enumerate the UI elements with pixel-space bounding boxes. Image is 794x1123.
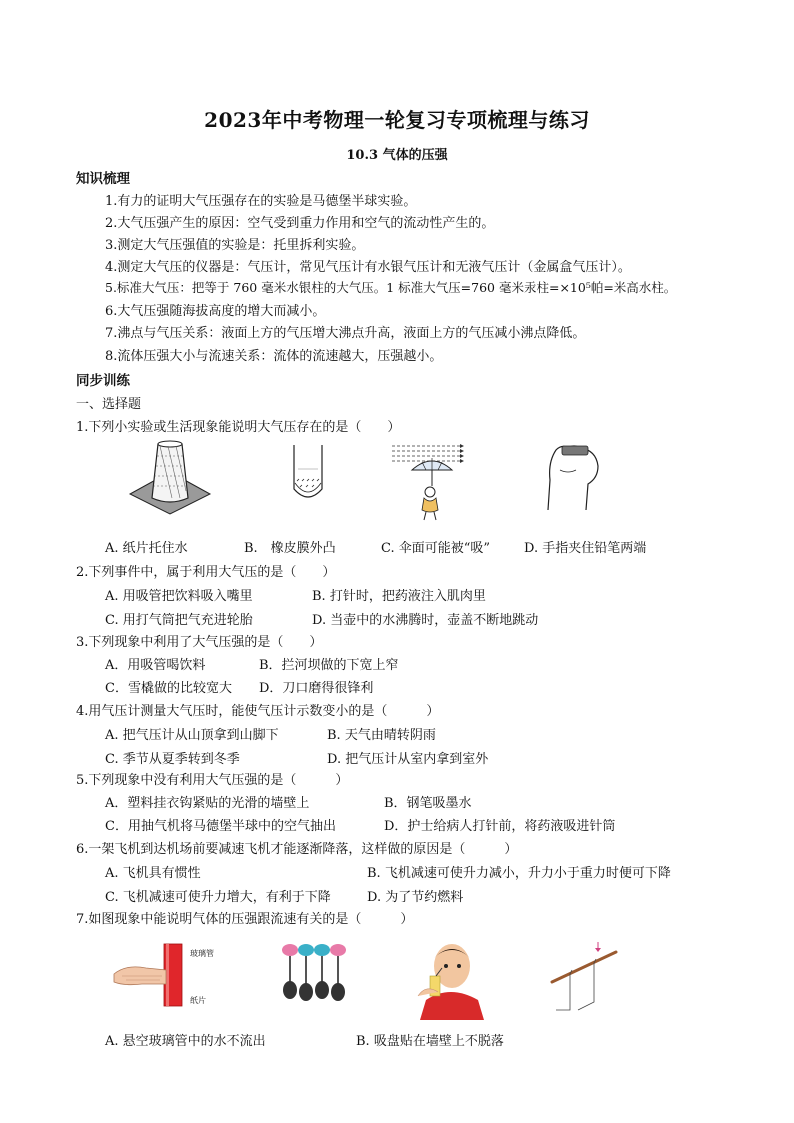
figure-suction-cups [278, 942, 358, 1004]
q1-option-a[interactable]: A. 纸片托住水 [105, 541, 188, 556]
q2-option-d[interactable]: D. 当壶中的水沸腾时，壶盖不断地跳动 [312, 613, 539, 628]
knowledge-item: 8.流体压强大小与流速关系：流体的流速越大，压强越小。 [105, 349, 443, 364]
q2-option-c[interactable]: C. 用打气筒把气充进轮胎 [105, 613, 253, 628]
q2-option-b[interactable]: B. 打针时，把药液注入肌肉里 [312, 589, 486, 604]
figure-paper-water [128, 436, 212, 516]
question-6-stem: 6.一架飞机到达机场前要减速飞机才能逐渐降落，这样做的原因是（ ） [76, 842, 518, 857]
q3-option-b[interactable]: B．拦河坝做的下宽上窄 [259, 658, 399, 673]
knowledge-item: 5.标准大气压：把等于 760 毫米水银柱的大气压。1 标准大气压=760 毫米汞柱=×10⁵帕=米高水柱。 [105, 280, 677, 295]
q5-option-c[interactable]: C．用抽气机将马德堡半球中的空气抽出 [105, 819, 336, 834]
question-5-stem: 5.下列现象中没有利用大气压强的是（ ） [76, 773, 349, 788]
q5-option-a[interactable]: A．塑料挂衣钩紧贴的光滑的墙壁上 [105, 796, 310, 811]
q4-option-b[interactable]: B. 天气由晴转阴雨 [327, 728, 436, 743]
q1-option-d[interactable]: D. 手指夹住铅笔两端 [524, 541, 647, 556]
q6-option-b[interactable]: B. 飞机减速可使升力减小，升力小于重力时便可下降 [367, 866, 671, 881]
practice-heading: 同步训练 [76, 373, 130, 389]
figure-straws-papers [548, 940, 618, 1014]
question-3-stem: 3.下列现象中利用了大气压强的是（ ） [76, 635, 323, 650]
q5-option-b[interactable]: B．钢笔吸墨水 [384, 796, 472, 811]
knowledge-item: 2.大气压强产生的原因：空气受到重力作用和空气的流动性产生的。 [105, 216, 495, 231]
q6-option-c[interactable]: C. 飞机减速可使升力增大，有利于下降 [105, 890, 331, 905]
knowledge-item: 1.有力的证明大气压强存在的实验是马德堡半球实验。 [105, 194, 417, 209]
q6-option-a[interactable]: A. 飞机具有惯性 [105, 866, 201, 881]
knowledge-item: 3.测定大气压强值的实验是：托里拆利实验。 [105, 238, 365, 253]
q4-option-a[interactable]: A. 把气压计从山顶拿到山脚下 [105, 728, 279, 743]
figure-hand-pencil [540, 440, 602, 512]
q7-option-b[interactable]: B. 吸盘贴在墙壁上不脱落 [356, 1034, 504, 1049]
question-1-stem: 1.下列小实验或生活现象能说明大气压存在的是（ ） [76, 420, 401, 435]
q3-option-d[interactable]: D．刀口磨得很锋利 [259, 681, 374, 696]
q5-option-d[interactable]: D．护士给病人打针前，将药液吸进针筒 [384, 819, 616, 834]
question-7-stem: 7.如图现象中能说明气体的压强跟流速有关的是（ ） [76, 912, 414, 927]
q1-option-c[interactable]: C. 伞面可能被“吸” [381, 541, 491, 556]
figure-glass-tube [112, 940, 186, 1010]
figure-rubber-membrane [288, 443, 328, 505]
page-subtitle: 10.3 气体的压强 [346, 148, 448, 163]
knowledge-item: 4.测定大气压的仪器是：气压计，常见气压计有水银气压计和无液气压计（金属盒气压计）。 [105, 260, 631, 275]
q6-option-d[interactable]: D. 为了节约燃料 [367, 890, 464, 905]
fig-label-glass-tube: 玻璃管 [190, 949, 214, 958]
q4-option-d[interactable]: D. 把气压计从室内拿到室外 [327, 752, 489, 767]
knowledge-item: 7.沸点与气压关系：液面上方的气压增大沸点升高，液面上方的气压减小沸点降低。 [105, 326, 586, 341]
q3-option-c[interactable]: C．雪橇做的比较宽大 [105, 681, 232, 696]
figure-boy-drinking [412, 940, 488, 1020]
knowledge-heading: 知识梳理 [76, 171, 130, 187]
q7-option-a[interactable]: A. 悬空玻璃管中的水不流出 [105, 1034, 266, 1049]
fig-label-paper: 纸片 [190, 996, 206, 1005]
page-title: 2023年中考物理一轮复习专项梳理与练习 [204, 108, 590, 132]
q1-option-b[interactable]: B. 橡皮膜外凸 [244, 541, 336, 556]
q4-option-c[interactable]: C. 季节从夏季转到冬季 [105, 752, 240, 767]
q3-option-a[interactable]: A．用吸管喝饮料 [105, 658, 206, 673]
knowledge-item: 6.大气压强随海拔高度的增大而减小。 [105, 304, 326, 319]
question-2-stem: 2.下列事件中，属于利用大气压的是（ ） [76, 565, 336, 580]
section-title: 一、选择题 [76, 397, 142, 412]
question-4-stem: 4.用气压计测量大气压时，能使气压计示数变小的是（ ） [76, 704, 440, 719]
q2-option-a[interactable]: A. 用吸管把饮料吸入嘴里 [105, 589, 253, 604]
figure-umbrella [388, 440, 466, 522]
